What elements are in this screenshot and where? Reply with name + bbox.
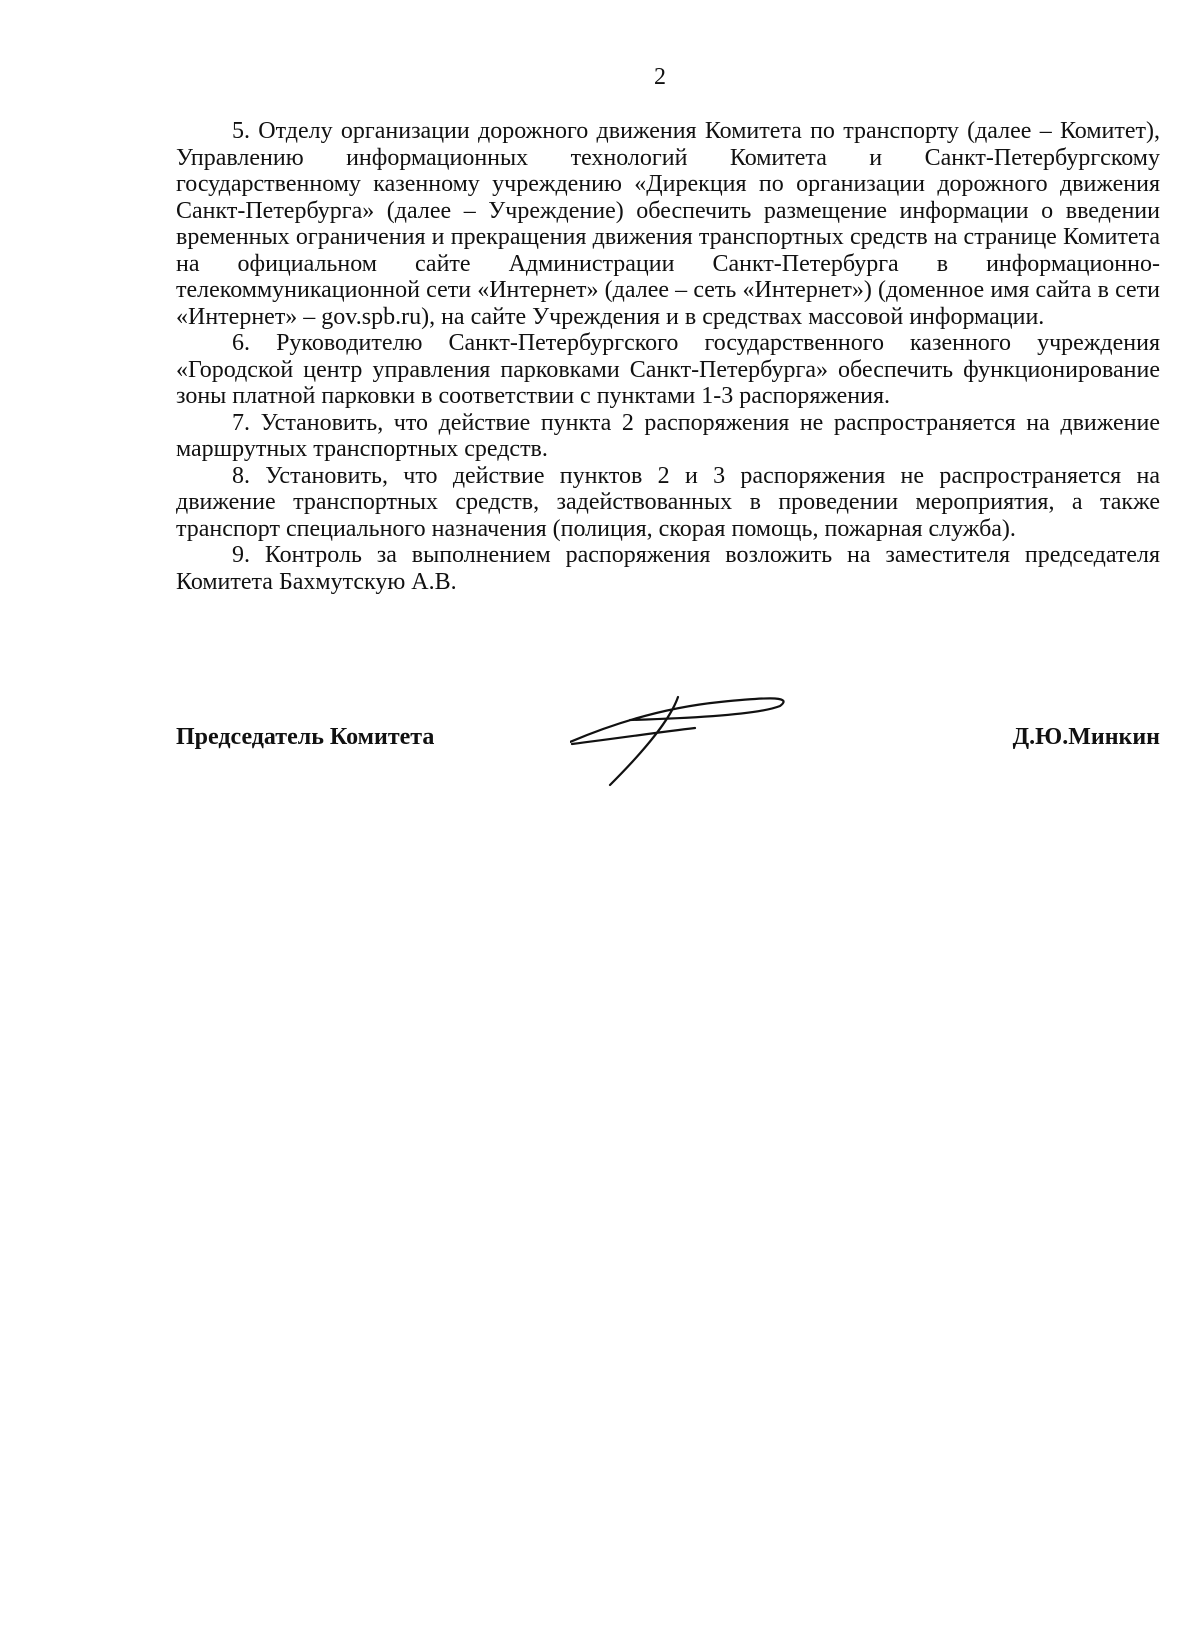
paragraph-6: 6. Руководителю Санкт-Петербургского государственного казенного учреждения «Городской центр управления парковками Санкт-Петербурга» обеспечить функционирование зоны платной парковки в соответствии с пунктами 1-3 распоряжения.: [176, 330, 1160, 409]
paragraph-8: 8. Установить, что действие пунктов 2 и 3 распоряжения не распространяется на движение транспортных средств, задействованных в проведении мероприятия, а также транспорт специального назначения (полиция, скорая помощь, пожарная служба).: [176, 462, 1160, 542]
paragraph-9: 9. Контроль за выполнением распоряжения возложить на заместителя председателя Комитета Бахмутскую А.В.: [176, 542, 1160, 595]
signer-name: Д.Ю.Минкин: [1012, 724, 1160, 750]
handwritten-signature: [570, 690, 830, 790]
paragraph-7: 7. Установить, что действие пункта 2 распоряжения не распространяется на движение маршрутных транспортных средств.: [176, 409, 1160, 462]
document-body: [176, 118, 1160, 595]
signer-title: Председатель Комитета: [176, 724, 435, 750]
paragraph-5: 5. Отделу организации дорожного движения Комитета по транспорту (далее – Комитет), Управлению информационных технологий Комитета и Санкт-Петербургскому государственному казенному учреждению «Дирекция по организации дорожного движения Санкт-Петербурга» (далее – Учреждение) обеспечить размещение информации о введении временных ограничения и прекращения движения транспортных средств на странице Комитета на официальном сайте Администрации Санкт-Петербурга в информационно-телекоммуникационной сети «Интернет» (далее – сеть «Интернет») (доменное имя сайта в сети «Интернет» – gov.spb.ru), на сайте Учреждения и в средствах массовой информации.: [176, 118, 1160, 330]
page-number: 2: [654, 64, 666, 90]
